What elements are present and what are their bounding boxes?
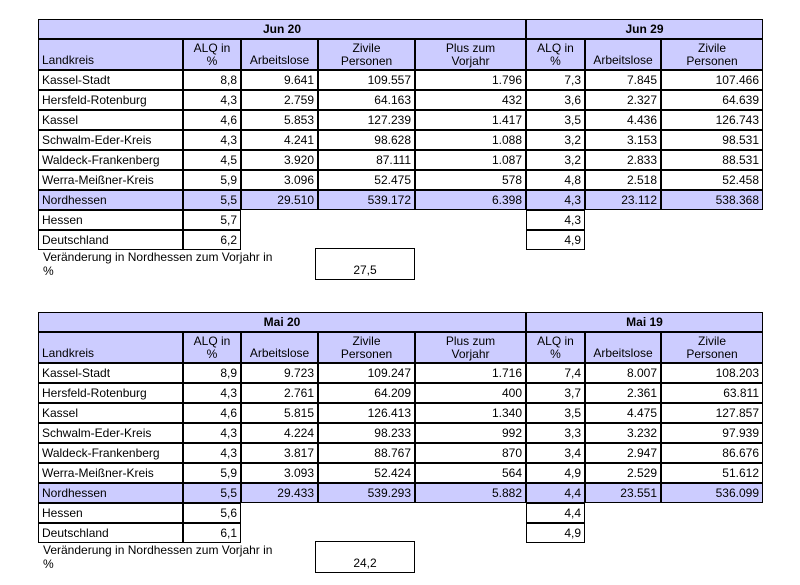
cell-alq: 5,9: [183, 170, 241, 190]
cell-arbeitslose-prev: 3.153: [585, 130, 661, 150]
table-row: [38, 443, 763, 463]
cell-zivile: 539.172: [318, 190, 415, 210]
cell-arbeitslose-prev: 2.327: [585, 90, 661, 110]
cell-zivile-prev: 97.939: [661, 423, 763, 443]
period-header-row: [38, 19, 763, 39]
cell-arbeitslose-prev: 3.232: [585, 423, 661, 443]
cell-alq-prev: 4,9: [526, 463, 585, 483]
cell-landkreis: Deutschland: [38, 523, 183, 543]
cell-alq: 4,3: [183, 443, 241, 463]
header-zivile-prev: Zivile Personen: [661, 332, 763, 363]
total-row: [38, 483, 763, 503]
cell-alq: 4,3: [183, 383, 241, 403]
cell-plus: 1.716: [415, 363, 526, 383]
cell-zivile: 109.557: [318, 70, 415, 90]
cell-landkreis: Hersfeld-Rotenburg: [38, 90, 183, 110]
cell-arbeitslose-prev: 2.361: [585, 383, 661, 403]
table-row: [38, 70, 763, 90]
cell-plus: 400: [415, 383, 526, 403]
column-header-row: [38, 332, 763, 363]
cell-landkreis: Waldeck-Frankenberg: [38, 150, 183, 170]
period-left-title: Mai 20: [38, 312, 526, 332]
cell-plus: 1.340: [415, 403, 526, 423]
cell-arbeitslose: 3.920: [241, 150, 318, 170]
cell-zivile: 98.628: [318, 130, 415, 150]
header-arbeitslose: Arbeitslose: [241, 332, 318, 363]
cell-landkreis: Kassel: [38, 403, 183, 423]
table-row: [38, 170, 763, 190]
cell-landkreis: Werra-Meißner-Kreis: [38, 463, 183, 483]
table-row: [38, 90, 763, 110]
cell-arbeitslose: 5.815: [241, 403, 318, 423]
cell-arbeitslose-prev: 8.007: [585, 363, 661, 383]
cell-landkreis: Nordhessen: [38, 483, 183, 503]
table-row: [38, 383, 763, 403]
cell-landkreis: Waldeck-Frankenberg: [38, 443, 183, 463]
column-header-row: [38, 39, 763, 70]
cell-landkreis: Deutschland: [38, 230, 183, 250]
cell-plus: 1.088: [415, 130, 526, 150]
table-row: [38, 423, 763, 443]
cell-arbeitslose: 3.817: [241, 443, 318, 463]
cell-alq: 5,5: [183, 483, 241, 503]
change-label-line1: Veränderung in Nordhessen zum Vorjahr in: [43, 250, 273, 264]
cell-landkreis: Kassel: [38, 110, 183, 130]
table-row: [38, 403, 763, 423]
cell-alq-prev: 3,4: [526, 443, 585, 463]
cell-alq-prev: 3,7: [526, 383, 585, 403]
cell-zivile: 87.111: [318, 150, 415, 170]
cell-landkreis: Hersfeld-Rotenburg: [38, 383, 183, 403]
cell-zivile: 64.209: [318, 383, 415, 403]
cell-zivile: 88.767: [318, 443, 415, 463]
cell-alq: 4,3: [183, 90, 241, 110]
cell-zivile: 127.239: [318, 110, 415, 130]
cell-alq: 5,5: [183, 190, 241, 210]
cell-arbeitslose: 9.723: [241, 363, 318, 383]
header-zivile: Zivile Personen: [318, 332, 415, 363]
cell-arbeitslose: 4.224: [241, 423, 318, 443]
table-row: [38, 150, 763, 170]
cell-landkreis: Werra-Meißner-Kreis: [38, 170, 183, 190]
cell-arbeitslose: 3.096: [241, 170, 318, 190]
cell-zivile-prev: 127.857: [661, 403, 763, 423]
change-label-line2: %: [43, 264, 54, 278]
cell-arbeitslose: 2.759: [241, 90, 318, 110]
cell-alq: 5,7: [183, 210, 241, 230]
cell-alq: 4,3: [183, 423, 241, 443]
cell-alq-prev: 3,3: [526, 423, 585, 443]
cell-alq-prev: 4,9: [526, 230, 585, 250]
cell-arbeitslose: 2.761: [241, 383, 318, 403]
cell-alq: 6,1: [183, 523, 241, 543]
cell-zivile-prev: 98.531: [661, 130, 763, 150]
cell-zivile-prev: 126.743: [661, 110, 763, 130]
hessen-row: [38, 503, 763, 523]
cell-arbeitslose-prev: 2.947: [585, 443, 661, 463]
cell-arbeitslose-prev: 2.518: [585, 170, 661, 190]
cell-arbeitslose: 29.433: [241, 483, 318, 503]
cell-arbeitslose-prev: 4.436: [585, 110, 661, 130]
table-row: [38, 463, 763, 483]
cell-zivile-prev: 64.639: [661, 90, 763, 110]
deutschland-row: [38, 230, 763, 250]
cell-arbeitslose-prev: 23.112: [585, 190, 661, 210]
cell-zivile-prev: 107.466: [661, 70, 763, 90]
cell-alq: 4,6: [183, 403, 241, 423]
cell-arbeitslose-prev: 4.475: [585, 403, 661, 423]
cell-zivile: 52.424: [318, 463, 415, 483]
cell-plus: 578: [415, 170, 526, 190]
cell-zivile: 64.163: [318, 90, 415, 110]
cell-plus: 564: [415, 463, 526, 483]
cell-zivile-prev: 51.612: [661, 463, 763, 483]
cell-zivile: 98.233: [318, 423, 415, 443]
cell-arbeitslose: 29.510: [241, 190, 318, 210]
cell-zivile-prev: 536.099: [661, 483, 763, 503]
cell-zivile-prev: 86.676: [661, 443, 763, 463]
cell-plus: 1.087: [415, 150, 526, 170]
cell-alq-prev: 4,9: [526, 523, 585, 543]
cell-alq: 4,3: [183, 130, 241, 150]
cell-zivile: 126.413: [318, 403, 415, 423]
cell-zivile-prev: 52.458: [661, 170, 763, 190]
cell-arbeitslose: 3.093: [241, 463, 318, 483]
cell-arbeitslose: 4.241: [241, 130, 318, 150]
cell-alq-prev: 4,3: [526, 210, 585, 230]
cell-alq: 5,6: [183, 503, 241, 523]
cell-alq: 4,6: [183, 110, 241, 130]
cell-plus: 6.398: [415, 190, 526, 210]
header-alq: ALQ in %: [183, 39, 241, 70]
cell-plus: 5.882: [415, 483, 526, 503]
header-plus: Plus zum Vorjahr: [415, 332, 526, 363]
cell-arbeitslose-prev: 7.845: [585, 70, 661, 90]
cell-landkreis: Schwalm-Eder-Kreis: [38, 130, 183, 150]
header-arbeitslose-prev: Arbeitslose: [585, 39, 661, 70]
cell-plus: 432: [415, 90, 526, 110]
cell-alq-prev: 3,5: [526, 403, 585, 423]
cell-alq-prev: 3,2: [526, 130, 585, 150]
cell-landkreis: Hessen: [38, 210, 183, 230]
header-landkreis: Landkreis: [38, 39, 183, 70]
cell-zivile: 539.293: [318, 483, 415, 503]
cell-arbeitslose-prev: 23.551: [585, 483, 661, 503]
cell-plus: 870: [415, 443, 526, 463]
cell-alq-prev: 3,2: [526, 150, 585, 170]
cell-alq-prev: 4,3: [526, 190, 585, 210]
cell-plus: 992: [415, 423, 526, 443]
cell-alq: 4,5: [183, 150, 241, 170]
header-alq: ALQ in %: [183, 332, 241, 363]
header-arbeitslose-prev: Arbeitslose: [585, 332, 661, 363]
total-row: [38, 190, 763, 210]
cell-landkreis: Kassel-Stadt: [38, 363, 183, 383]
cell-alq-prev: 7,3: [526, 70, 585, 90]
header-arbeitslose: Arbeitslose: [241, 39, 318, 70]
period-left-title: Jun 20: [38, 19, 526, 39]
cell-landkreis: Schwalm-Eder-Kreis: [38, 423, 183, 443]
cell-alq-prev: 3,5: [526, 110, 585, 130]
cell-plus: 1.417: [415, 110, 526, 130]
period-header-row: [38, 312, 763, 332]
cell-alq-prev: 7,4: [526, 363, 585, 383]
header-plus: Plus zum Vorjahr: [415, 39, 526, 70]
change-label-line2: %: [43, 557, 54, 571]
cell-zivile-prev: 538.368: [661, 190, 763, 210]
table-row: [38, 130, 763, 150]
header-landkreis: Landkreis: [38, 332, 183, 363]
change-label-line1: Veränderung in Nordhessen zum Vorjahr in: [43, 543, 273, 557]
cell-alq-prev: 4,4: [526, 503, 585, 523]
cell-alq: 8,8: [183, 70, 241, 90]
cell-zivile: 52.475: [318, 170, 415, 190]
change-label: [43, 543, 313, 571]
cell-arbeitslose: 5.853: [241, 110, 318, 130]
cell-landkreis: Hessen: [38, 503, 183, 523]
change-label: [43, 250, 313, 278]
period-right-title: Jun 29: [526, 19, 763, 39]
cell-alq: 8,9: [183, 363, 241, 383]
cell-alq-prev: 3,6: [526, 90, 585, 110]
header-alq-prev: ALQ in %: [526, 39, 585, 70]
cell-alq: 5,9: [183, 463, 241, 483]
cell-arbeitslose: 9.641: [241, 70, 318, 90]
change-value: 24,2: [315, 541, 415, 573]
cell-arbeitslose-prev: 2.833: [585, 150, 661, 170]
cell-alq: 6,2: [183, 230, 241, 250]
cell-plus: 1.796: [415, 70, 526, 90]
table-row: [38, 110, 763, 130]
header-zivile: Zivile Personen: [318, 39, 415, 70]
header-zivile-prev: Zivile Personen: [661, 39, 763, 70]
change-value: 27,5: [315, 248, 415, 280]
cell-alq-prev: 4,4: [526, 483, 585, 503]
period-right-title: Mai 19: [526, 312, 763, 332]
header-alq-prev: ALQ in %: [526, 332, 585, 363]
deutschland-row: [38, 523, 763, 543]
cell-alq-prev: 4,8: [526, 170, 585, 190]
table-row: [38, 363, 763, 383]
cell-landkreis: Nordhessen: [38, 190, 183, 210]
cell-zivile-prev: 63.811: [661, 383, 763, 403]
hessen-row: [38, 210, 763, 230]
cell-arbeitslose-prev: 2.529: [585, 463, 661, 483]
cell-zivile: 109.247: [318, 363, 415, 383]
cell-zivile-prev: 108.203: [661, 363, 763, 383]
cell-zivile-prev: 88.531: [661, 150, 763, 170]
cell-landkreis: Kassel-Stadt: [38, 70, 183, 90]
